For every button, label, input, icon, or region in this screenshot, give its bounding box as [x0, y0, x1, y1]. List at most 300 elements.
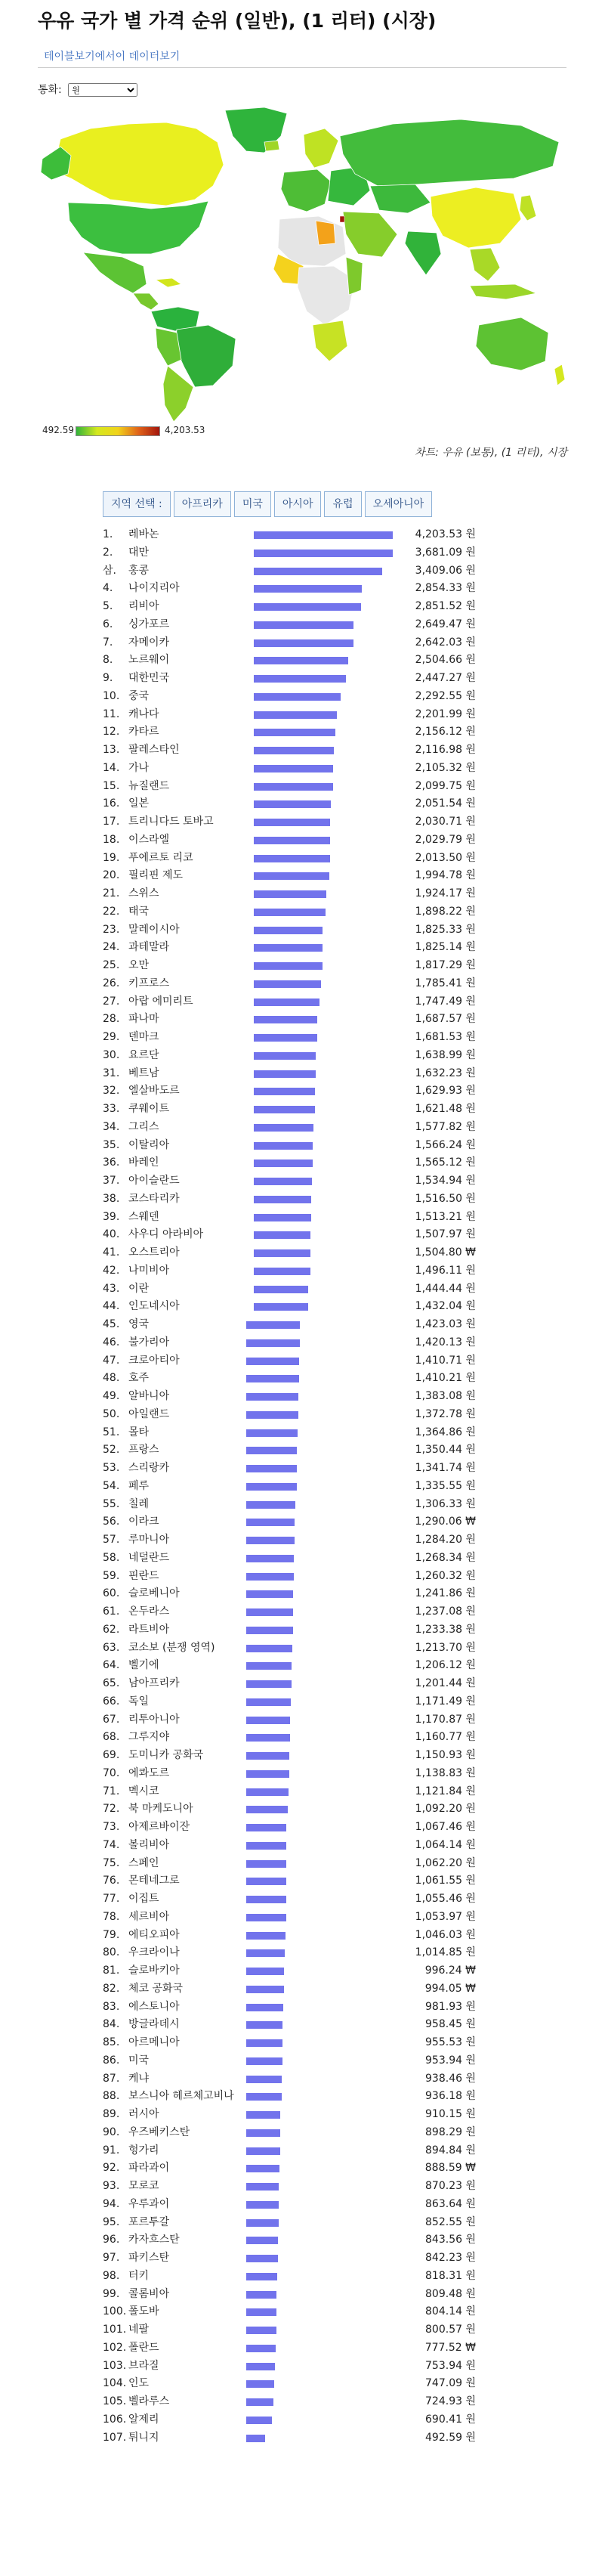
ranking-row[interactable] [103, 1496, 526, 1513]
map-region-southern-africa[interactable] [313, 320, 347, 361]
ranking-row[interactable] [103, 742, 526, 759]
ranking-row[interactable] [103, 2339, 526, 2357]
price-bar [246, 2201, 279, 2209]
country-name[interactable]: 방글라데시 [128, 2018, 180, 2031]
ranking-row[interactable] [103, 2268, 526, 2285]
price-unit: 원 [465, 816, 476, 828]
country-name[interactable]: 키프로스 [128, 977, 170, 989]
price-value [400, 939, 476, 956]
country-name[interactable]: 남아프리카 [128, 1677, 180, 1689]
ranking-row[interactable] [103, 1639, 526, 1657]
price-amount: 1,825.33 [415, 923, 463, 936]
price-bar [254, 603, 361, 611]
ranking-row[interactable] [103, 2088, 526, 2105]
ranking-row[interactable] [103, 1137, 526, 1154]
country-name[interactable]: 레바논 [128, 528, 159, 540]
price-unit: 원 [465, 744, 476, 756]
country-name[interactable]: 몬테네그로 [128, 1875, 180, 1887]
country-name[interactable]: 영국 [128, 1318, 150, 1330]
ranking-row[interactable] [103, 885, 526, 903]
map-region-central-america[interactable] [133, 293, 159, 310]
country-name[interactable]: 북 마케도니아 [128, 1803, 193, 1816]
country-name[interactable]: 덴마크 [128, 1031, 159, 1043]
country-name[interactable]: 파나마 [128, 1013, 159, 1026]
ranking-row[interactable] [103, 2321, 526, 2339]
country-name[interactable]: 일본 [128, 797, 150, 810]
country-name[interactable]: 이라크 [128, 1516, 159, 1528]
ranking-row[interactable] [103, 1460, 526, 1477]
country-name[interactable]: 우크라이나 [128, 1946, 180, 1959]
country-name[interactable]: 아르메니아 [128, 2036, 180, 2048]
country-name[interactable]: 요르단 [128, 1048, 159, 1061]
rank-number: 17. [103, 816, 120, 828]
price-value [400, 742, 476, 759]
country-name[interactable]: 보스니아 헤르체고비나 [128, 2090, 234, 2103]
country-name[interactable]: 과테말라 [128, 941, 170, 954]
country-name[interactable]: 쿠웨이트 [128, 1103, 170, 1115]
ranking-row[interactable] [103, 616, 526, 633]
ranking-row[interactable] [103, 598, 526, 615]
country-name[interactable]: 프랑스 [128, 1444, 159, 1457]
price-amount: 1,064.14 [415, 1838, 463, 1851]
country-name[interactable]: 아일랜드 [128, 1407, 170, 1420]
rank-number: 100. [103, 2305, 127, 2318]
region-europe-button[interactable]: 유럽 [324, 491, 361, 517]
map-region-canada[interactable] [53, 122, 224, 206]
country-name[interactable]: 나이지리아 [128, 582, 180, 595]
country-name[interactable]: 미국 [128, 2054, 150, 2067]
map-region-western-europe[interactable] [281, 169, 331, 212]
ranking-row[interactable] [103, 723, 526, 741]
rank-number: 81. [103, 1965, 120, 1977]
ranking-row[interactable] [103, 850, 526, 867]
ranking-row[interactable] [103, 1119, 526, 1136]
country-name[interactable]: 터키 [128, 2269, 150, 2282]
country-name[interactable]: 알바니아 [128, 1390, 170, 1402]
country-name[interactable]: 멕시코 [128, 1785, 159, 1797]
country-name[interactable]: 트리니다드 토바고 [128, 816, 214, 828]
country-name[interactable]: 리비아 [128, 600, 159, 612]
ranking-row[interactable] [103, 688, 526, 705]
map-region-indonesia[interactable] [470, 284, 536, 299]
ranking-row[interactable] [103, 1513, 526, 1531]
ranking-row[interactable] [103, 2124, 526, 2141]
ranking-row[interactable] [103, 1388, 526, 1405]
map-region-scandinavia[interactable] [304, 128, 338, 168]
table-view-link[interactable]: 테이블보기에서이 데이터보기 [44, 51, 181, 63]
price-unit: 원 [465, 1444, 476, 1457]
country-name[interactable]: 리투아니아 [128, 1713, 180, 1726]
ranking-row[interactable] [103, 2286, 526, 2303]
map-region-australia[interactable] [476, 317, 548, 370]
price-amount: 863.64 [425, 2197, 463, 2210]
country-name[interactable]: 캐나다 [128, 707, 159, 720]
rank-number: 11. [103, 707, 120, 720]
ranking-row[interactable] [103, 1999, 526, 2016]
country-name[interactable]: 스웨덴 [128, 1210, 159, 1223]
country-name[interactable]: 그루지야 [128, 1731, 170, 1744]
price-unit: 원 [465, 1300, 476, 1313]
ranking-row[interactable] [103, 1190, 526, 1208]
ranking-row[interactable] [103, 634, 526, 652]
ranking-row[interactable] [103, 1406, 526, 1423]
world-price-map[interactable] [38, 106, 566, 438]
ranking-row[interactable] [103, 957, 526, 974]
ranking-row[interactable] [103, 1621, 526, 1639]
country-name[interactable]: 체코 공화국 [128, 1982, 184, 1995]
country-name[interactable]: 이란 [128, 1282, 150, 1295]
country-name[interactable]: 콜롬비아 [128, 2287, 170, 2300]
ranking-row[interactable] [103, 652, 526, 669]
map-region-russia[interactable] [340, 119, 559, 186]
region-africa-button[interactable]: 아프리카 [174, 491, 231, 517]
rank-number: 91. [103, 2144, 120, 2156]
country-name[interactable]: 호주 [128, 1372, 150, 1385]
ranking-row[interactable] [103, 813, 526, 831]
ranking-row[interactable] [103, 2196, 526, 2213]
ranking-row[interactable] [103, 1441, 526, 1459]
country-name[interactable]: 우루과이 [128, 2197, 170, 2210]
country-name[interactable]: 슬로바키아 [128, 1965, 180, 1977]
country-name[interactable]: 인도네시아 [128, 1300, 180, 1313]
country-name[interactable]: 뉴질랜드 [128, 779, 170, 792]
ranking-row[interactable] [103, 993, 526, 1011]
ranking-row[interactable] [103, 2214, 526, 2231]
ranking-row[interactable] [103, 1603, 526, 1621]
map-region-usa[interactable] [68, 201, 208, 254]
ranking-row[interactable] [103, 1747, 526, 1764]
price-value [400, 778, 476, 795]
country-name[interactable]: 알제리 [128, 2413, 159, 2426]
country-name[interactable]: 불가리아 [128, 1336, 170, 1348]
country-name[interactable]: 우즈베키스탄 [128, 2126, 190, 2138]
price-bar [254, 1124, 313, 1132]
ranking-row[interactable] [103, 1101, 526, 1118]
ranking-row[interactable] [103, 778, 526, 795]
rank-number: 46. [103, 1336, 120, 1348]
rank-number: 62. [103, 1623, 120, 1636]
price-value [400, 634, 476, 652]
map-region-india[interactable] [405, 231, 441, 275]
map-region-libya[interactable] [316, 221, 335, 245]
ranking-row[interactable] [103, 1065, 526, 1082]
country-name[interactable]: 아랍 에미리트 [128, 995, 193, 1008]
ranking-row[interactable] [103, 2106, 526, 2123]
map-region-brazil[interactable] [175, 325, 236, 387]
ranking-row[interactable] [103, 2052, 526, 2070]
ranking-row[interactable] [103, 1909, 526, 1926]
ranking-row[interactable] [103, 1352, 526, 1370]
price-unit: 원 [465, 1336, 476, 1348]
country-name[interactable]: 브라질 [128, 2359, 159, 2372]
ranking-row[interactable] [103, 1370, 526, 1387]
ranking-row[interactable] [103, 2375, 526, 2392]
price-unit: 원 [465, 1138, 476, 1151]
country-name[interactable]: 태국 [128, 905, 150, 918]
country-name[interactable]: 필리핀 제도 [128, 869, 184, 882]
currency-select[interactable] [68, 83, 137, 97]
ranking-row[interactable] [103, 1765, 526, 1782]
ranking-row[interactable] [103, 526, 526, 543]
ranking-row[interactable] [103, 975, 526, 992]
ranking-row[interactable] [103, 1962, 526, 1980]
ranking-row[interactable] [103, 1244, 526, 1262]
country-name[interactable]: 푸에르토 리코 [128, 851, 193, 864]
country-name[interactable]: 노르웨이 [128, 654, 170, 667]
price-value [400, 1783, 476, 1800]
rank-number: 75. [103, 1856, 120, 1869]
country-name[interactable]: 카타르 [128, 726, 159, 738]
ranking-row[interactable] [103, 1334, 526, 1351]
ranking-row[interactable] [103, 1693, 526, 1711]
ranking-row[interactable] [103, 1855, 526, 1872]
price-amount: 2,504.66 [415, 654, 463, 667]
map-region-new-zealand[interactable] [554, 364, 565, 385]
rank-number: 13. [103, 744, 120, 756]
ranking-row[interactable] [103, 1800, 526, 1818]
ranking-row[interactable] [103, 1082, 526, 1100]
ranking-row[interactable] [103, 1047, 526, 1064]
price-amount: 1,632.23 [415, 1067, 463, 1079]
ranking-row[interactable] [103, 1424, 526, 1441]
ranking-row[interactable] [103, 2303, 526, 2321]
country-name[interactable]: 중국 [128, 689, 150, 702]
ranking-row[interactable] [103, 1819, 526, 1836]
country-name[interactable]: 아제르바이잔 [128, 1821, 190, 1833]
ranking-row[interactable] [103, 867, 526, 884]
ranking-row[interactable] [103, 2411, 526, 2429]
ranking-row[interactable] [103, 1980, 526, 1998]
ranking-row[interactable] [103, 939, 526, 956]
price-amount: 1,213.70 [415, 1641, 463, 1654]
country-name[interactable]: 포르투갈 [128, 2215, 170, 2228]
price-amount: 1,268.34 [415, 1551, 463, 1564]
country-name[interactable]: 바레인 [128, 1156, 159, 1169]
ranking-row[interactable] [103, 2142, 526, 2160]
map-region-mexico[interactable] [83, 252, 147, 293]
ranking-row[interactable] [103, 1029, 526, 1046]
ranking-row[interactable] [103, 903, 526, 921]
country-name[interactable]: 엘살바도르 [128, 1085, 180, 1098]
country-name[interactable]: 케냐 [128, 2072, 150, 2085]
country-name[interactable]: 에콰도르 [128, 1766, 170, 1779]
ranking-row[interactable] [103, 1316, 526, 1333]
country-name[interactable]: 인도 [128, 2377, 150, 2390]
price-bar [246, 2039, 282, 2047]
price-bar [246, 2398, 273, 2406]
price-unit: 원 [465, 2413, 476, 2426]
country-name[interactable]: 사우디 아라비아 [128, 1228, 204, 1241]
country-name[interactable]: 세르비아 [128, 1910, 170, 1923]
ranking-row[interactable] [103, 1585, 526, 1602]
price-unit: 원 [465, 689, 476, 702]
map-region-caribbean[interactable] [156, 278, 181, 287]
country-name[interactable]: 대만 [128, 546, 150, 559]
country-name[interactable]: 네팔 [128, 2324, 150, 2336]
region-oceania-button[interactable]: 오세아니아 [365, 491, 433, 517]
ranking-row[interactable] [103, 795, 526, 813]
country-name[interactable]: 핀란드 [128, 1569, 159, 1582]
ranking-row[interactable] [103, 2016, 526, 2033]
ranking-row[interactable] [103, 760, 526, 777]
map-region-lebanon[interactable] [340, 216, 344, 222]
ranking-row[interactable] [103, 1531, 526, 1549]
country-name[interactable]: 코스타리카 [128, 1192, 180, 1205]
price-amount: 1,372.78 [415, 1407, 463, 1420]
ranking-row[interactable] [103, 1011, 526, 1028]
country-name[interactable]: 루마니아 [128, 1534, 170, 1546]
country-name[interactable]: 카자흐스탄 [128, 2234, 180, 2246]
country-name[interactable]: 모로코 [128, 2180, 159, 2192]
country-name[interactable]: 코소보 (분쟁 영역) [128, 1641, 215, 1654]
ranking-row[interactable] [103, 921, 526, 939]
ranking-row[interactable] [103, 2231, 526, 2249]
country-name[interactable]: 이탈리아 [128, 1138, 170, 1151]
country-name[interactable]: 홍콩 [128, 564, 150, 577]
rank-number: 92. [103, 2162, 120, 2175]
map-region-china[interactable] [431, 187, 521, 248]
price-amount: 753.94 [425, 2359, 463, 2372]
ranking-row[interactable] [103, 2034, 526, 2051]
country-name[interactable]: 오만 [128, 959, 150, 971]
country-name[interactable]: 자메이카 [128, 636, 170, 649]
country-name[interactable]: 네덜란드 [128, 1551, 170, 1564]
map-region-kazakhstan[interactable] [370, 184, 431, 213]
country-name[interactable]: 이스라엘 [128, 833, 170, 846]
price-value [400, 2411, 476, 2429]
map-region-southeast-asia[interactable] [470, 248, 500, 281]
country-name[interactable]: 독일 [128, 1695, 150, 1708]
country-name[interactable]: 벨기에 [128, 1659, 159, 1672]
country-name[interactable]: 페루 [128, 1479, 150, 1492]
country-name[interactable]: 아이슬란드 [128, 1175, 180, 1187]
ranking-row[interactable] [103, 1890, 526, 1908]
ranking-row[interactable] [103, 544, 526, 562]
country-name[interactable]: 나미비아 [128, 1264, 170, 1277]
ranking-row[interactable] [103, 580, 526, 597]
country-name[interactable]: 가나 [128, 761, 150, 774]
ranking-row[interactable] [103, 831, 526, 849]
ranking-row[interactable] [103, 2429, 526, 2447]
world-map-svg[interactable] [38, 106, 566, 423]
country-name[interactable]: 튀니지 [128, 2431, 159, 2444]
country-name[interactable]: 헝가리 [128, 2144, 159, 2156]
ranking-row[interactable] [103, 2358, 526, 2375]
country-name[interactable]: 이집트 [128, 1893, 159, 1905]
price-unit: 원 [465, 1390, 476, 1402]
country-name[interactable]: 칠레 [128, 1497, 150, 1510]
ranking-row[interactable] [103, 2160, 526, 2177]
ranking-row[interactable] [103, 706, 526, 723]
country-name[interactable]: 온두라스 [128, 1605, 170, 1618]
ranking-row[interactable] [103, 1675, 526, 1692]
country-name[interactable]: 스리랑카 [128, 1462, 170, 1474]
ranking-row[interactable] [103, 1729, 526, 1746]
ranking-row[interactable] [103, 1711, 526, 1729]
ranking-row[interactable] [103, 1172, 526, 1190]
ranking-row[interactable] [103, 1568, 526, 1585]
rank-number: 38. [103, 1192, 120, 1205]
country-name[interactable]: 그리스 [128, 1120, 159, 1133]
country-name[interactable]: 크로아티아 [128, 1354, 180, 1367]
country-name[interactable]: 에스토니아 [128, 2000, 180, 2013]
country-name[interactable]: 파키스탄 [128, 2252, 170, 2264]
country-name[interactable]: 스위스 [128, 887, 159, 899]
price-amount: 955.53 [425, 2036, 463, 2048]
country-name[interactable]: 싱가포르 [128, 618, 170, 630]
ranking-row[interactable] [103, 2070, 526, 2088]
ranking-row[interactable] [103, 1154, 526, 1172]
map-region-middle-east[interactable] [343, 212, 397, 257]
country-name[interactable]: 러시아 [128, 2108, 159, 2120]
ranking-row[interactable] [103, 1209, 526, 1226]
ranking-row[interactable] [103, 1478, 526, 1495]
region-asia-button[interactable]: 아시아 [274, 491, 322, 517]
price-amount: 1,565.12 [415, 1156, 463, 1169]
map-region-east-africa[interactable] [346, 257, 363, 295]
price-unit: 원 [465, 2090, 476, 2103]
price-bar [254, 1286, 308, 1293]
ranking-row[interactable] [103, 1872, 526, 1890]
ranking-row[interactable] [103, 562, 526, 580]
price-unit: 원 [465, 1318, 476, 1330]
country-name[interactable]: 도미니카 공화국 [128, 1749, 204, 1761]
ranking-row[interactable] [103, 1944, 526, 1961]
ranking-row[interactable] [103, 1280, 526, 1298]
ranking-row[interactable] [103, 1550, 526, 1567]
ranking-row[interactable] [103, 670, 526, 687]
country-name[interactable]: 몰타 [128, 1426, 150, 1438]
ranking-row[interactable] [103, 2178, 526, 2195]
price-bar [254, 1052, 316, 1060]
ranking-row[interactable] [103, 1927, 526, 1944]
ranking-row[interactable] [103, 1226, 526, 1243]
map-region-iceland[interactable] [264, 141, 279, 151]
country-name[interactable]: 에티오피아 [128, 1928, 180, 1941]
country-name[interactable]: 슬로베니아 [128, 1587, 180, 1600]
country-name[interactable]: 벨라루스 [128, 2395, 170, 2407]
map-region-japan-korea[interactable] [520, 195, 536, 221]
rank-number: 105. [103, 2395, 127, 2407]
price-bar [254, 1160, 313, 1167]
rank-number: 53. [103, 1462, 120, 1474]
country-name[interactable]: 오스트리아 [128, 1246, 180, 1259]
country-name[interactable]: 스페인 [128, 1856, 159, 1869]
region-america-button[interactable]: 미국 [234, 491, 271, 517]
price-value [400, 1711, 476, 1729]
ranking-row[interactable] [103, 1837, 526, 1854]
ranking-row[interactable] [103, 1298, 526, 1315]
country-name[interactable]: 대한민국 [128, 672, 170, 684]
ranking-row[interactable] [103, 2393, 526, 2410]
country-name[interactable]: 폴도바 [128, 2305, 159, 2318]
country-name[interactable]: 말레이시아 [128, 923, 180, 936]
ranking-row[interactable] [103, 1783, 526, 1800]
price-unit: 원 [465, 1407, 476, 1420]
ranking-row[interactable] [103, 1657, 526, 1674]
country-name[interactable]: 팔레스타인 [128, 744, 180, 756]
ranking-row[interactable] [103, 1262, 526, 1280]
rank-number: 85. [103, 2036, 120, 2048]
country-name[interactable]: 라트비아 [128, 1623, 170, 1636]
country-name[interactable]: 폴란드 [128, 2341, 159, 2354]
country-name[interactable]: 베트남 [128, 1067, 159, 1079]
map-region-central-africa[interactable] [298, 266, 355, 325]
ranking-row[interactable] [103, 2249, 526, 2267]
price-bar [254, 1016, 317, 1023]
country-name[interactable]: 파라과이 [128, 2162, 170, 2175]
country-name[interactable]: 볼리비아 [128, 1838, 170, 1851]
